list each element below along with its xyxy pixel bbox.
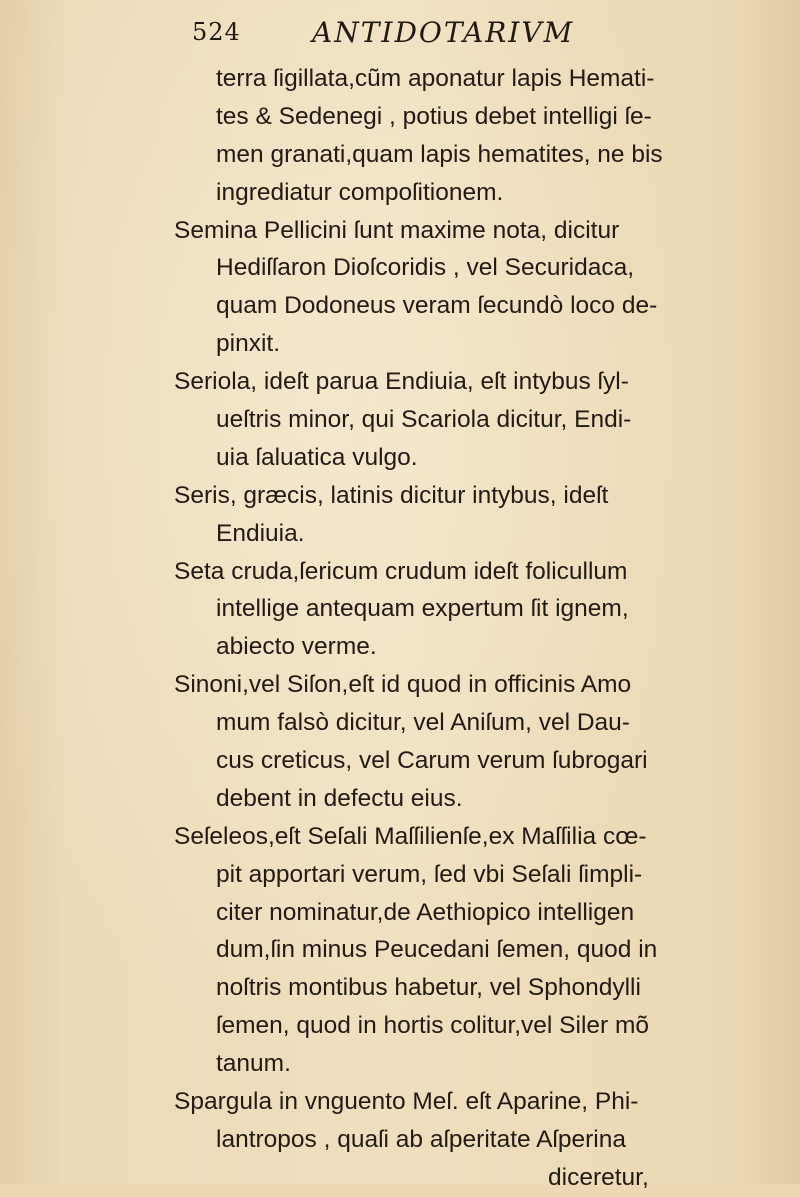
running-title: ANTIDOTARIVM [312, 16, 575, 49]
text-line: ſemen, quod in hortis colitur,vel Siler mõ [216, 1012, 650, 1040]
text-line: pit apportari verum, ſed vbi Seſali ſimpli- [216, 860, 643, 888]
text-line: men granati,quam lapis hematites, ne bis [216, 140, 663, 168]
text-line: intellige antequam expertum ſit ignem, [216, 595, 629, 623]
text-line: pinxit. [216, 330, 281, 358]
text-line: diceretur, [548, 1163, 649, 1191]
text-line: tanum. [216, 1050, 291, 1078]
text-line: ingrediatur compoſitionem. [216, 178, 504, 206]
entry-term-line: Seriola, ideſt parua Endiuia, eſt intybus ſyl- [174, 368, 629, 396]
text-line: terra ſigillata,cũm aponatur lapis Hemati- [216, 65, 655, 92]
text-line: citer nominatur,de Aethiopico intelligen [216, 898, 635, 926]
text-line: debent in defectu eius. [216, 784, 463, 812]
text-line: Hediſſaron Dioſcoridis , vel Securidaca, [216, 254, 635, 282]
entry-term-line: Semina Pellicini ſunt maxime nota, dicitur [174, 216, 620, 244]
text-line: quam Dodoneus veram ſecundò loco de- [216, 292, 658, 320]
page-header [192, 14, 652, 54]
text-line: noſtris montibus habetur, vel Sphondylli [216, 974, 641, 1002]
text-line: mum falsò dicitur, vel Aniſum, vel Dau- [216, 709, 630, 737]
text-line: lantropos , quaſi ab aſperitate Aſperina [216, 1125, 626, 1153]
text-line: cus creticus, vel Carum verum ſubrogari [216, 747, 648, 775]
entry-term-line: Sinoni,vel Siſon,eſt id quod in officinis Amo [174, 671, 632, 699]
text-line: abiecto verme. [216, 633, 377, 661]
text-line: ueſtris minor, qui Scariola dicitur, Endi- [216, 406, 632, 434]
entry-term-line: Seſeleos,eſt Seſali Maſſilienſe,ex Maſſilia cœ- [174, 822, 647, 850]
entry-term-line: Seris, græcis, latinis dicitur intybus, ideſt [174, 481, 609, 509]
entry-term-line: Spargula in vnguento Meſ. eſt Aparine, Phi- [174, 1088, 639, 1116]
text-line: dum,ſin minus Peucedani ſemen, quod in [216, 936, 658, 964]
page-number: 524 [192, 18, 241, 46]
text-line: uia ſaluatica vulgo. [216, 443, 418, 471]
entry-term-line: Seta cruda,ſericum crudum ideſt folicullum [174, 557, 628, 585]
text-line: tes & Sedenegi , potius debet intelligi ſe- [216, 102, 652, 130]
dictionary-entries [174, 60, 774, 1197]
text-line: Endiuia. [216, 519, 305, 547]
